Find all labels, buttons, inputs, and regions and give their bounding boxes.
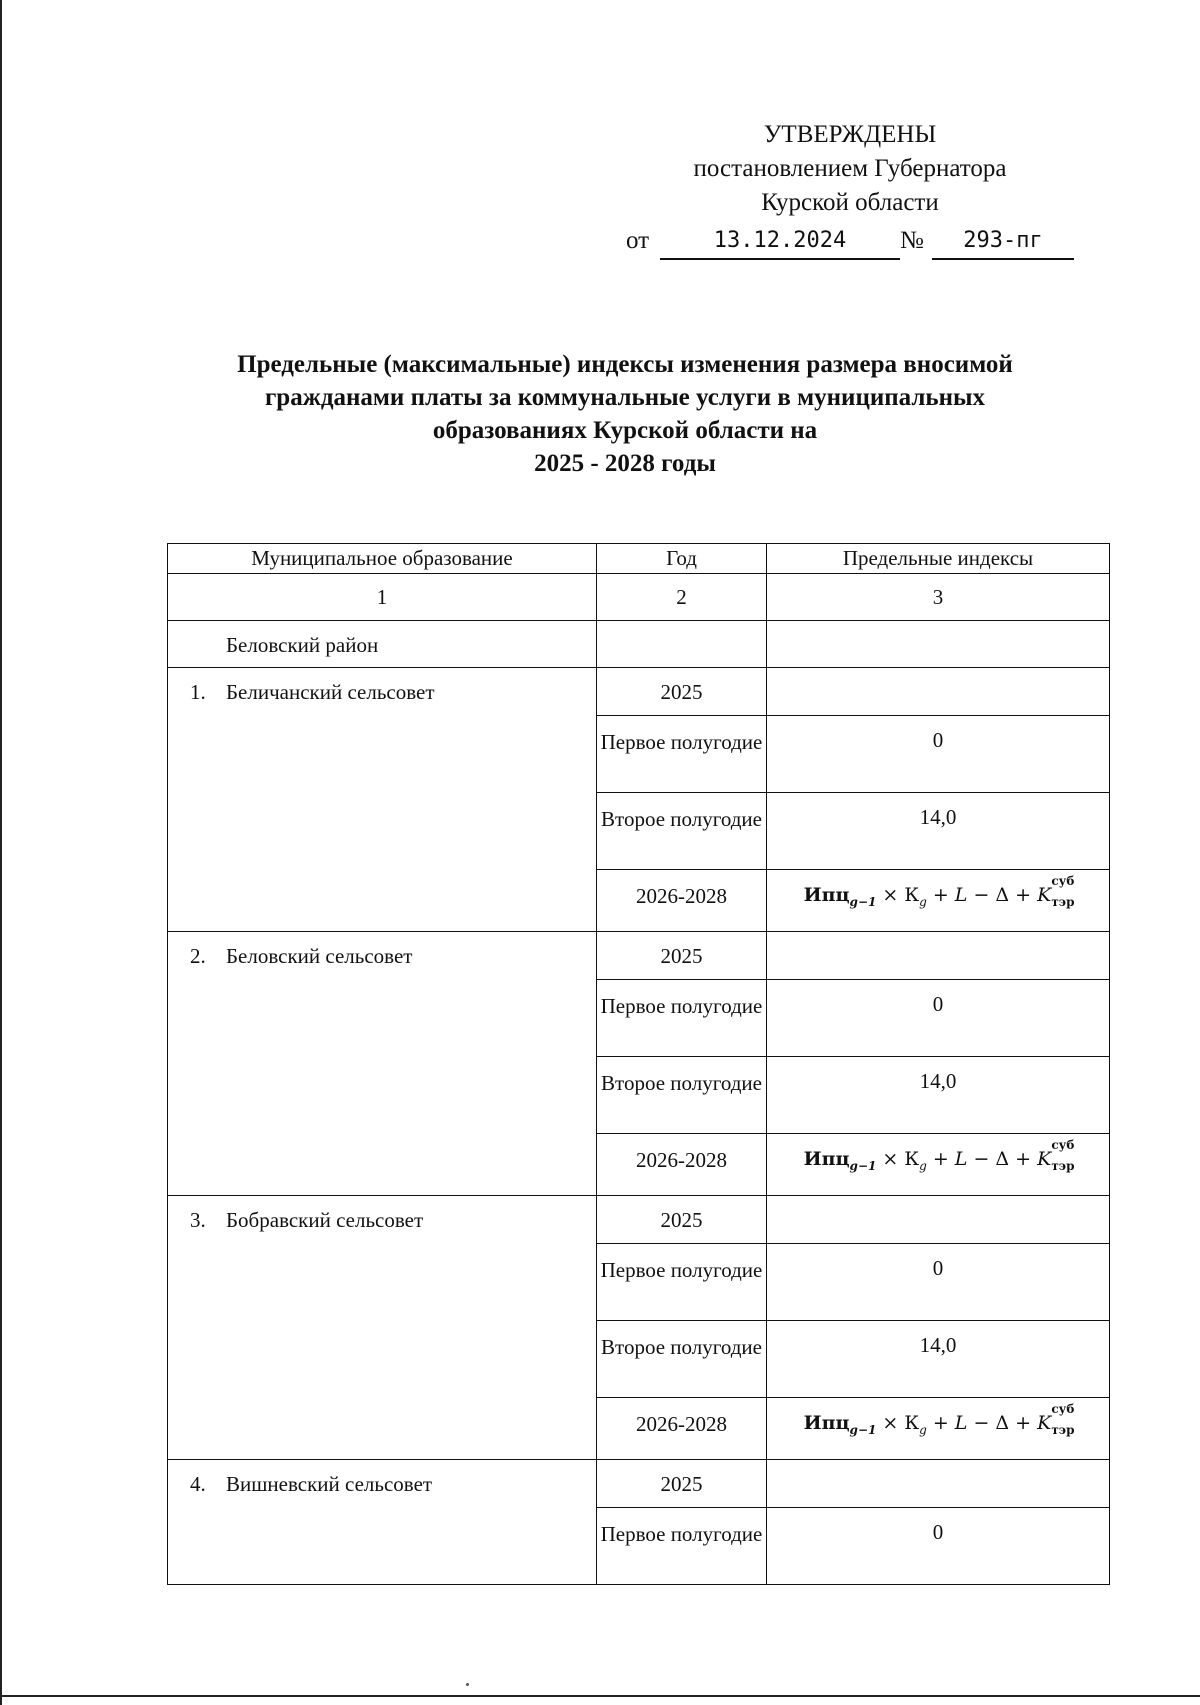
municipality-cell (168, 1196, 597, 1460)
municipality-name: Беловский сельсовет (226, 944, 413, 968)
formula-kter-sup: суб (1051, 874, 1075, 888)
header-year: Год (597, 544, 767, 574)
table-row (168, 932, 1110, 980)
municipality-cell (168, 932, 597, 1196)
district-year-cell (597, 621, 767, 668)
first-half-value: 0 (767, 1244, 1110, 1321)
column-number-3: 3 (767, 574, 1110, 621)
formula-k: К (904, 1412, 920, 1434)
formula-times: × (882, 884, 899, 906)
formula-kter-sub: тэр (1051, 1159, 1075, 1173)
row-number: 4. (190, 1472, 206, 1496)
header-row (168, 544, 1110, 574)
row-number: 1. (190, 680, 206, 704)
formula-k-sub: g (919, 1158, 927, 1173)
formula-base: Ипц (803, 884, 850, 906)
formula-minus-delta: − Δ + (973, 884, 1032, 906)
index-formula (767, 870, 1110, 932)
first-half-cell: Первое полугодие (597, 1244, 767, 1321)
index-formula (767, 1398, 1110, 1460)
year-index-cell (767, 932, 1110, 980)
formula-plus-l: + L (932, 1412, 968, 1434)
table-row (168, 1196, 1110, 1244)
page-frame-bottom (0, 1695, 1200, 1697)
first-half-value: 0 (767, 716, 1110, 793)
page-frame-left (0, 0, 2, 1705)
formula-times: × (882, 1148, 899, 1170)
formula-k: К (904, 1148, 920, 1170)
formula-minus-delta: − Δ + (973, 1412, 1032, 1434)
table-row (168, 1460, 1110, 1508)
district-row (168, 621, 1110, 668)
formula-kter-sub: тэр (1051, 1423, 1075, 1437)
formula-plus-l: + L (932, 884, 968, 906)
formula-k-sub: g (919, 894, 927, 909)
formula-kter: K (1037, 884, 1052, 906)
approval-date-line (600, 224, 1100, 264)
municipality-name: Вишневский сельсовет (226, 1472, 433, 1496)
formula-kter-sup: суб (1051, 1138, 1075, 1152)
year-index-cell (767, 1460, 1110, 1508)
municipality-cell (168, 1460, 597, 1585)
second-half-value: 14,0 (767, 1321, 1110, 1398)
from-label: от (626, 227, 650, 254)
period-cell: 2026-2028 (597, 1134, 767, 1196)
first-half-value: 0 (767, 1508, 1110, 1585)
second-half-value: 14,0 (767, 793, 1110, 870)
year-index-cell (767, 1196, 1110, 1244)
first-half-value: 0 (767, 980, 1110, 1057)
second-half-value: 14,0 (767, 1057, 1110, 1134)
formula-kter-indices (1051, 1402, 1075, 1437)
title-line-3: образованиях Курской области на (432, 417, 818, 444)
column-number-1: 1 (168, 574, 597, 621)
row-number: 2. (190, 944, 206, 968)
formula-base-sub: g−1 (849, 1422, 877, 1437)
year-cell: 2025 (597, 668, 767, 716)
year-cell: 2025 (597, 932, 767, 980)
second-half-cell: Второе полугодие (597, 1321, 767, 1398)
formula-times: × (882, 1412, 899, 1434)
year-cell: 2025 (597, 1196, 767, 1244)
column-number-row (168, 574, 1110, 621)
approval-block (600, 118, 1100, 264)
formula-base-sub: g−1 (849, 894, 877, 909)
formula-kter-sub: тэр (1051, 895, 1075, 909)
municipality-name: Беличанский сельсовет (226, 680, 435, 704)
district-name: Беловский район (226, 633, 379, 657)
indices-table (167, 543, 1110, 1585)
formula-base: Ипц (803, 1412, 850, 1434)
period-cell: 2026-2028 (597, 1398, 767, 1460)
formula-kter: K (1037, 1148, 1052, 1170)
first-half-cell: Первое полугодие (597, 716, 767, 793)
index-formula (767, 1134, 1110, 1196)
number-label: № (900, 227, 924, 254)
scan-dot (466, 1683, 469, 1686)
title-line-4: 2025 - 2028 годы (534, 450, 716, 477)
table-row (168, 668, 1110, 716)
first-half-cell: Первое полугодие (597, 980, 767, 1057)
document-title (150, 348, 1100, 480)
year-index-cell (767, 668, 1110, 716)
period-cell: 2026-2028 (597, 870, 767, 932)
approval-heading: УТВЕРЖДЕНЫ (763, 121, 937, 148)
column-number-2: 2 (597, 574, 767, 621)
title-line-2: гражданами платы за коммунальные услуги в муниципальных (264, 384, 986, 411)
year-cell: 2025 (597, 1460, 767, 1508)
formula-kter: K (1037, 1412, 1052, 1434)
formula-k-sub: g (919, 1422, 927, 1437)
formula-kter-indices (1051, 874, 1075, 909)
formula-minus-delta: − Δ + (973, 1148, 1032, 1170)
second-half-cell: Второе полугодие (597, 793, 767, 870)
formula-base: Ипц (803, 1148, 850, 1170)
first-half-cell: Первое полугодие (597, 1508, 767, 1585)
title-line-1: Предельные (максимальные) индексы изменения размера вносимой (237, 351, 1013, 378)
formula-plus-l: + L (932, 1148, 968, 1170)
header-municipality: Муниципальное образование (168, 544, 597, 574)
formula-kter-indices (1051, 1138, 1075, 1173)
approval-number: 293-пг (932, 224, 1074, 260)
formula-base-sub: g−1 (849, 1158, 877, 1173)
second-half-cell: Второе полугодие (597, 1057, 767, 1134)
formula-kter-sup: суб (1051, 1402, 1075, 1416)
formula-k: К (904, 884, 920, 906)
approval-line-2: постановлением Губернатора (693, 155, 1007, 182)
approval-line-3: Курской области (761, 189, 939, 216)
municipality-name: Бобравский сельсовет (226, 1208, 424, 1232)
approval-date: 13.12.2024 (660, 224, 900, 260)
header-indices: Предельные индексы (767, 544, 1110, 574)
district-cell (168, 621, 597, 668)
row-number: 3. (190, 1208, 206, 1232)
district-index-cell (767, 621, 1110, 668)
municipality-cell (168, 668, 597, 932)
